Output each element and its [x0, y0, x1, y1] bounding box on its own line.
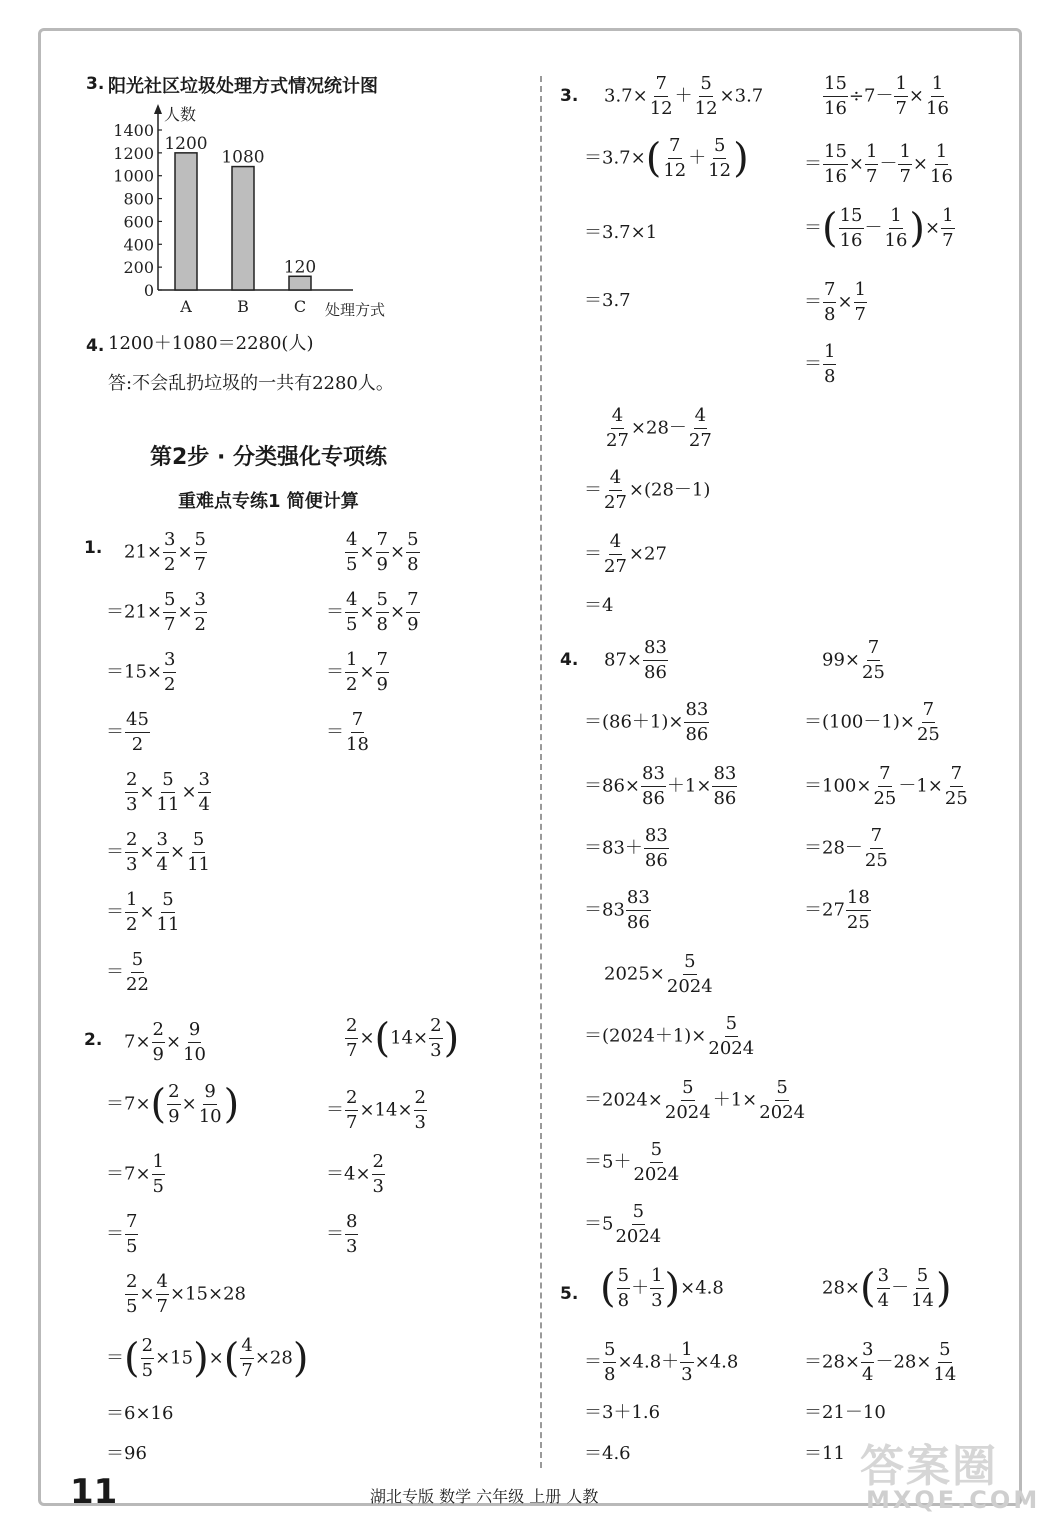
y-tick-label: 400 — [123, 235, 154, 255]
r3c-line4: ＝4 — [584, 595, 614, 616]
r4a-line4: ＝83＋ $\frac{83}{86}$ — [584, 825, 668, 871]
page-number: 11 — [70, 1472, 118, 1512]
x-axis-label: 处理方式 — [325, 301, 386, 319]
y-tick-label: 800 — [123, 189, 154, 209]
r5b-line3: ＝21－10 — [804, 1402, 886, 1423]
data-label-A: 1200 — [164, 133, 208, 154]
y-tick-label: 0 — [143, 281, 154, 300]
p1c-line3: ＝ $\frac{1}{2}$ × $\frac{5}{11}$ — [106, 889, 180, 935]
r4-number: 4. — [560, 650, 579, 670]
p1c-line1: $\frac{2}{3}$ × $\frac{5}{11}$ × $\frac{3}{4}$ — [126, 769, 210, 815]
p2c-line4: ＝96 — [106, 1443, 147, 1464]
y-tick-label: 1000 — [113, 166, 154, 186]
p1c-line2: ＝ $\frac{2}{3}$ × $\frac{3}{4}$ × $\frac{5}{11}$ — [106, 829, 210, 875]
p2a-line4: ＝ $\frac{7}{5}$ — [106, 1211, 138, 1257]
r4a-line2: ＝(86＋1)× $\frac{83}{86}$ — [584, 699, 709, 745]
r5a-line2: ＝ $\frac{5}{8}$ ×4.8＋ $\frac{1}{3}$ ×4.8 — [584, 1339, 739, 1385]
watermark-logo: 答案圈 — [860, 1441, 998, 1492]
watermark-url: MXQE.COM — [866, 1486, 1041, 1514]
r4a-line1: 87× $\frac{83}{86}$ — [604, 637, 667, 683]
y-tick-label: 600 — [123, 212, 154, 232]
r4a-line3: ＝86× $\frac{83}{86}$ ＋1× $\frac{83}{86}$ — [584, 763, 737, 809]
r3b-line4: ＝ $\frac{7}{8}$ × $\frac{1}{7}$ — [804, 279, 866, 325]
r5-number: 5. — [560, 1284, 579, 1304]
q3-number: 3. — [86, 74, 105, 94]
r3b-line2: ＝ $\frac{15}{16}$ × $\frac{1}{7}$ － $\frac{1}{7}$ × $\frac{1}{16}$ — [804, 141, 953, 187]
r4c-line4: ＝5＋ $\frac{5}{2024}$ — [584, 1139, 680, 1185]
r4c-line5: ＝5 $\frac{5}{2024}$ — [584, 1201, 662, 1247]
r3a-line2: ＝3.7×( $\frac{7}{12}$ ＋ $\frac{5}{12}$ ) — [584, 135, 749, 182]
p2b-line1: $\frac{2}{7}$ ×(14× $\frac{2}{3}$ ) — [346, 1015, 460, 1062]
sub-heading: 重难点专练1 简便计算 — [178, 491, 359, 512]
y-tick-label: 200 — [123, 258, 154, 278]
r4c-line3: ＝2024× $\frac{5}{2024}$ ＋1× $\frac{5}{2024}$ — [584, 1077, 806, 1123]
footer-text: 湖北专版 数学 六年级 上册 人教 — [370, 1487, 599, 1506]
p2b-line2: ＝ $\frac{2}{7}$ ×14× $\frac{2}{3}$ — [326, 1087, 426, 1133]
q4-number: 4. — [86, 336, 105, 356]
r4c-line1: 2025× $\frac{5}{2024}$ — [604, 951, 713, 997]
r4b-line1: 99× $\frac{7}{25}$ — [822, 637, 885, 683]
p2c-line1: $\frac{2}{5}$ × $\frac{4}{7}$ ×15×28 — [126, 1271, 246, 1317]
r5b-line1: 28×( $\frac{3}{4}$ － $\frac{5}{14}$ ) — [822, 1265, 952, 1312]
r4b-line2: ＝(100－1)× $\frac{7}{25}$ — [804, 699, 940, 745]
p1a-line3: ＝15× $\frac{3}{2}$ — [106, 649, 176, 695]
r5b-line2: ＝28× $\frac{3}{4}$ －28× $\frac{5}{14}$ — [804, 1339, 957, 1385]
r3a-line1: 3.7× $\frac{7}{12}$ ＋ $\frac{5}{12}$ ×3.7 — [604, 73, 764, 119]
p1b-line3: ＝ $\frac{1}{2}$ × $\frac{7}{9}$ — [326, 649, 388, 695]
r3a-line3: ＝3.7×1 — [584, 222, 658, 243]
r3c-line3: ＝ $\frac{4}{27}$ ×27 — [584, 531, 667, 577]
r4b-line4: ＝28－ $\frac{7}{25}$ — [804, 825, 888, 871]
r3-number: 3. — [560, 86, 579, 106]
p2b-line3: ＝4× $\frac{2}{3}$ — [326, 1151, 384, 1197]
bar-C — [289, 276, 311, 290]
q4-equation: 1200＋1080＝2280(人) — [108, 333, 314, 354]
p2c-line3: ＝6×16 — [106, 1403, 174, 1424]
category-label-C: C — [293, 297, 307, 316]
r3c-line1: $\frac{4}{27}$ ×28－ $\frac{4}{27}$ — [606, 405, 712, 451]
p1b-line1: $\frac{4}{5}$ × $\frac{7}{9}$ × $\frac{5}{8}$ — [346, 529, 419, 575]
r4b-line5: ＝27 $\frac{18}{25}$ — [804, 887, 870, 933]
y-axis-label: 人数 — [164, 105, 197, 124]
p2b-line4: ＝ $\frac{8}{3}$ — [326, 1211, 358, 1257]
category-label-A: A — [180, 297, 192, 316]
r3c-line2: ＝ $\frac{4}{27}$ ×(28－1) — [584, 467, 711, 513]
bar-B — [232, 167, 254, 290]
category-label-B: B — [237, 297, 249, 316]
r4b-line3: ＝100× $\frac{7}{25}$ －1× $\frac{7}{25}$ — [804, 763, 968, 809]
r4a-line5: ＝83 $\frac{83}{86}$ — [584, 887, 650, 933]
p1a-line1: 21× $\frac{3}{2}$ × $\frac{5}{7}$ — [124, 529, 206, 575]
bar-A — [175, 153, 197, 290]
p2a-line1: 7× $\frac{2}{9}$ × $\frac{9}{10}$ — [124, 1019, 206, 1065]
r4c-line2: ＝(2024＋1)× $\frac{5}{2024}$ — [584, 1013, 755, 1059]
q4-answer: 答:不会乱扔垃圾的一共有2280人。 — [108, 373, 394, 394]
r5b-line4: ＝11 — [804, 1443, 845, 1464]
p1b-line2: ＝ $\frac{4}{5}$ × $\frac{5}{8}$ × $\frac{7}{9}$ — [326, 589, 419, 635]
r5a-line3: ＝3＋1.6 — [584, 1402, 661, 1423]
p2a-line2: ＝7×( $\frac{2}{9}$ × $\frac{9}{10}$ ) — [106, 1081, 240, 1128]
p2a-line3: ＝7× $\frac{1}{5}$ — [106, 1151, 164, 1197]
p2-number: 2. — [84, 1030, 103, 1050]
bar-chart — [100, 98, 420, 323]
p1c-line4: ＝ $\frac{5}{22}$ — [106, 949, 149, 995]
r3b-line3: ＝( $\frac{15}{16}$ － $\frac{1}{16}$ )× $\frac{1}{7}$ — [804, 205, 954, 252]
y-tick-label: 1200 — [113, 143, 154, 163]
r3b-line5: ＝ $\frac{1}{8}$ — [804, 341, 836, 387]
column-divider — [540, 76, 542, 1468]
r5a-line4: ＝4.6 — [584, 1443, 631, 1464]
y-tick-label: 1400 — [113, 121, 154, 140]
p1b-line4: ＝ $\frac{7}{18}$ — [326, 709, 369, 755]
r3a-line4: ＝3.7 — [584, 290, 631, 311]
p2c-line2: ＝( $\frac{2}{5}$ ×15)×( $\frac{4}{7}$ ×28) — [106, 1335, 309, 1382]
p1a-line4: ＝ $\frac{45}{2}$ — [106, 709, 149, 755]
data-label-B: 1080 — [221, 147, 265, 168]
y-axis-arrow — [154, 104, 162, 114]
chart-title: 阳光社区垃圾处理方式情况统计图 — [108, 76, 378, 97]
step-heading: 第2步 · 分类强化专项练 — [150, 445, 387, 470]
r5a-line1: ( $\frac{5}{8}$ ＋ $\frac{1}{3}$ )×4.8 — [600, 1265, 724, 1312]
p1-number: 1. — [84, 538, 103, 558]
data-label-C: 120 — [283, 257, 317, 278]
p1a-line2: ＝21× $\frac{5}{7}$ × $\frac{3}{2}$ — [106, 589, 206, 635]
r3b-line1: $\frac{15}{16}$ ÷7－ $\frac{1}{7}$ × $\frac{1}{16}$ — [824, 73, 949, 119]
